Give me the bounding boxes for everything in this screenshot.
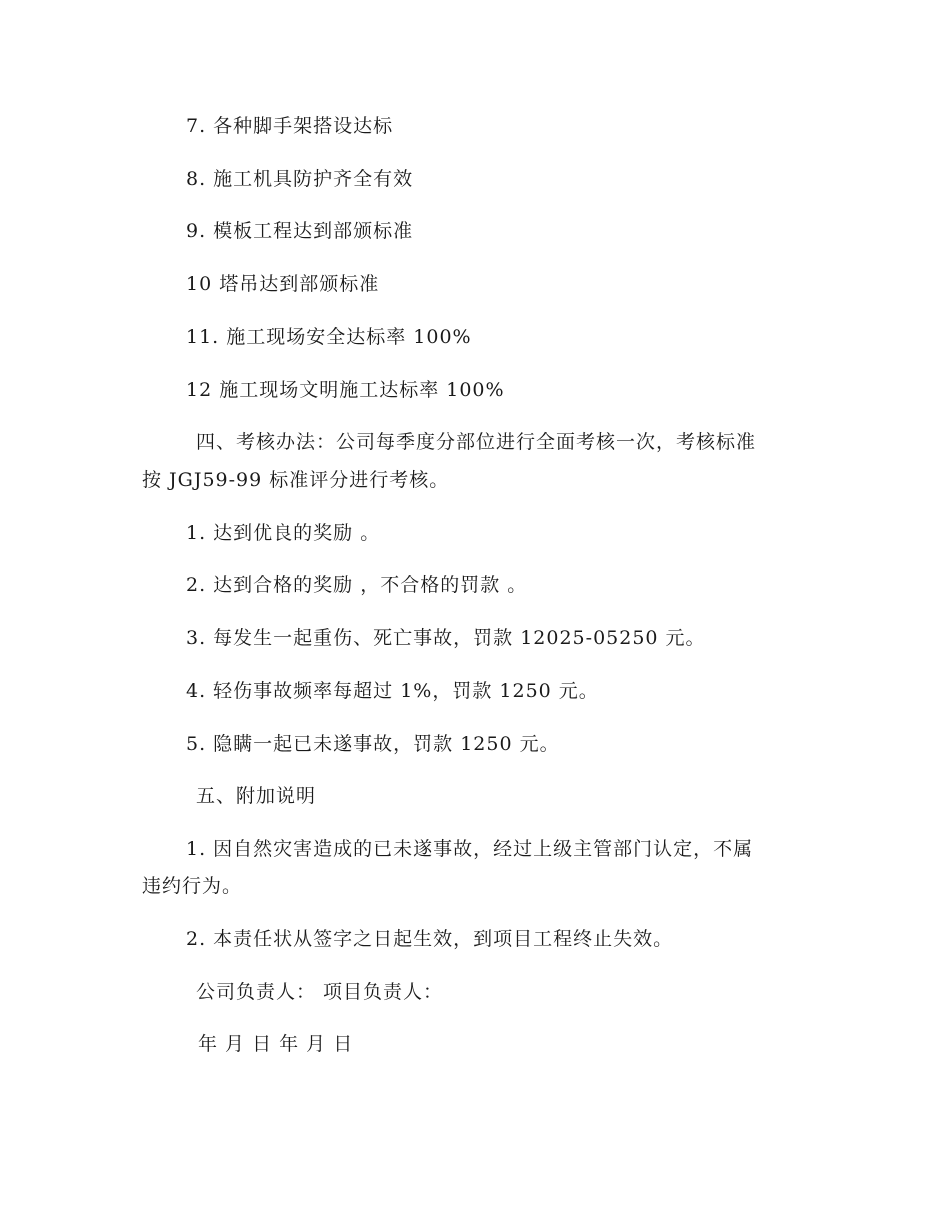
list-item: 12 施工现场文明施工达标率 100%	[186, 379, 505, 401]
list-item: 2. 达到合格的奖励 ，不合格的罚款 。	[186, 574, 528, 596]
list-item: 8. 施工机具防护齐全有效	[186, 168, 414, 190]
section-heading-assessment: 四、考核办法：公司每季度分部位进行全面考核一次，考核标准	[196, 431, 757, 453]
list-item: 1. 达到优良的奖励 。	[186, 522, 381, 544]
list-item: 3. 每发生一起重伤、死亡事故，罚款 12025-05250 元。	[186, 627, 706, 649]
list-item: 11. 施工现场安全达标率 100%	[186, 326, 472, 348]
list-item: 5. 隐瞒一起已未遂事故，罚款 1250 元。	[186, 733, 560, 755]
paragraph-continuation: 违约行为。	[142, 875, 243, 897]
list-item: 10 塔吊达到部颁标准	[186, 273, 380, 295]
list-item: 9. 模板工程达到部颁标准	[186, 220, 414, 242]
signature-line: 公司负责人： 项目负责人：	[196, 981, 444, 1003]
list-item: 2. 本责任状从签字之日起生效，到项目工程终止失效。	[186, 928, 674, 950]
list-item: 7. 各种脚手架搭设达标	[186, 115, 394, 137]
list-item: 4. 轻伤事故频率每超过 1%，罚款 1250 元。	[186, 680, 599, 702]
paragraph-continuation: 按 JGJ59-99 标准评分进行考核。	[142, 469, 450, 491]
section-heading-notes: 五、附加说明	[196, 785, 317, 807]
list-item: 1. 因自然灾害造成的已未遂事故，经过上级主管部门认定，不属	[186, 838, 754, 860]
date-line: 年 月 日 年 月 日	[198, 1033, 354, 1055]
